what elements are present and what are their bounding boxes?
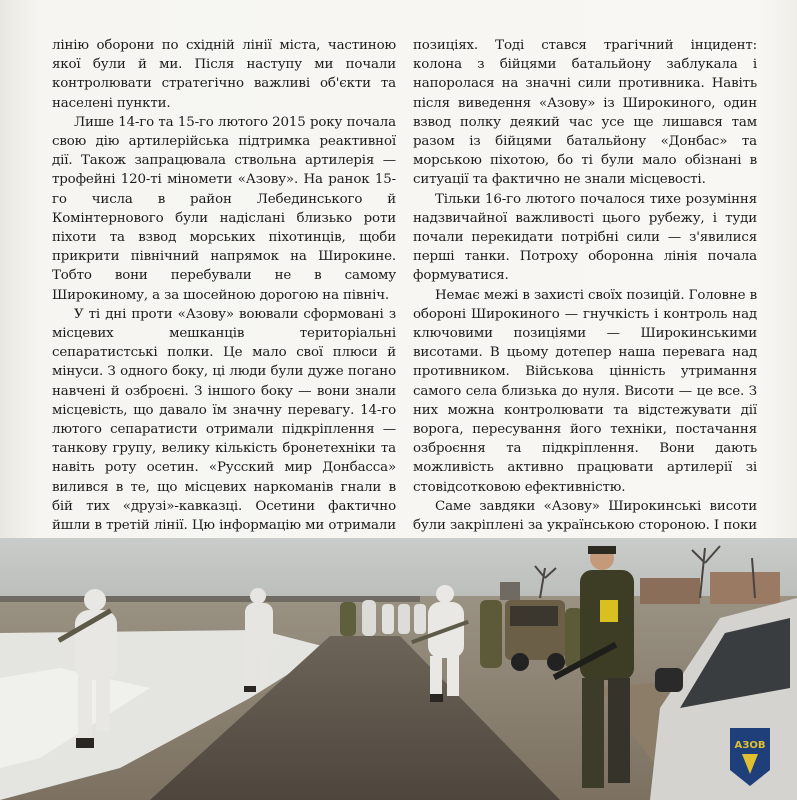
paragraph: Саме завдяки «Азову» Широкинські висоти були закріплені за українською стороною. І поки bbox=[413, 498, 757, 534]
paragraph: лінію оборони по східній лінії міста, частиною якої були й ми. Після наступу ми почали контролювати стратегічно важливі об'єкти та населені пункти. bbox=[52, 38, 396, 111]
paragraph: Лише 14-го та 15-го лютого 2015 року почала свою дію артилерійська підтримка реактивної дії. Також запрацювала ствольна артилерія — трофейні 120-ті міномети «Азову». На ранок 15-го числа в район Лебединського й Комінтернового були надіслані близько роти піхоти та взвод морських піхотинців, щоби прикрити північний напрямок на Широкине. Тобто вони перебували не в самому Широкиному, а за шосейною дорогою на північ. bbox=[52, 114, 396, 303]
vehicle-emblem-text: АЗОВ bbox=[734, 740, 766, 751]
paragraph: позиціях. Тоді стався трагічний інцидент: колона з бійцями батальйону заблукала і напоролася на значні сили противника. Навіть після виведення «Азову» із Широкиного, один взвод полку деякий час усе ще лишався там разом із бійцями батальйону «Донбас» та морською піхотою, бо ті були мало обізнані в ситуації та фактично не знали місцевості. bbox=[413, 38, 757, 188]
right-text-column bbox=[413, 36, 757, 612]
paragraph: У ті дні проти «Азову» воювали сформовані з місцевих мешканців територіальні сепаратистські полки. Це мало свої плюси й мінуси. З одного боку, ці люди були дуже погано навчені й озброєні. З іншого боку — вони знали місцевість, що давало їм значну перевагу. 14-го лютого сепаратисти отримали підкріплення — танкову групу, велику кількість бронетехніки та навіть роту осетин. «Русский мир Донбасса» вилився в те, що місцевих наркоманів гнали в бій тих «друзі»-кавказці. Осетини фактично йшли в третій лінії. Цю інформацію ми отримали bbox=[52, 306, 396, 534]
paragraph: Немає межі в захисті своїх позицій. Головне в обороні Широкиного — гнучкість і контроль над ключовими позиціями — Широкинськими висотами. В цьому дотепер наша перевага над противником. Військова цінність утримання самого села близька до нуля. Висоти — це все. З них можна контролювати та відстежувати дії ворога, пересування його техніки, постачання озброєння та підкріплення. Вони дають можливість активно працювати артилерії зі стовідсотковою ефективністю. bbox=[413, 287, 757, 495]
soldiers-road-photo bbox=[0, 538, 797, 800]
paragraph: Тільки 16-го лютого почалося тихе розуміння надзвичайної важливості цього рубежу, і туди почали перекидати потрібні сили — з'явилися перші танки. Потроху оборонна лінія почала формуватися. bbox=[413, 191, 757, 284]
